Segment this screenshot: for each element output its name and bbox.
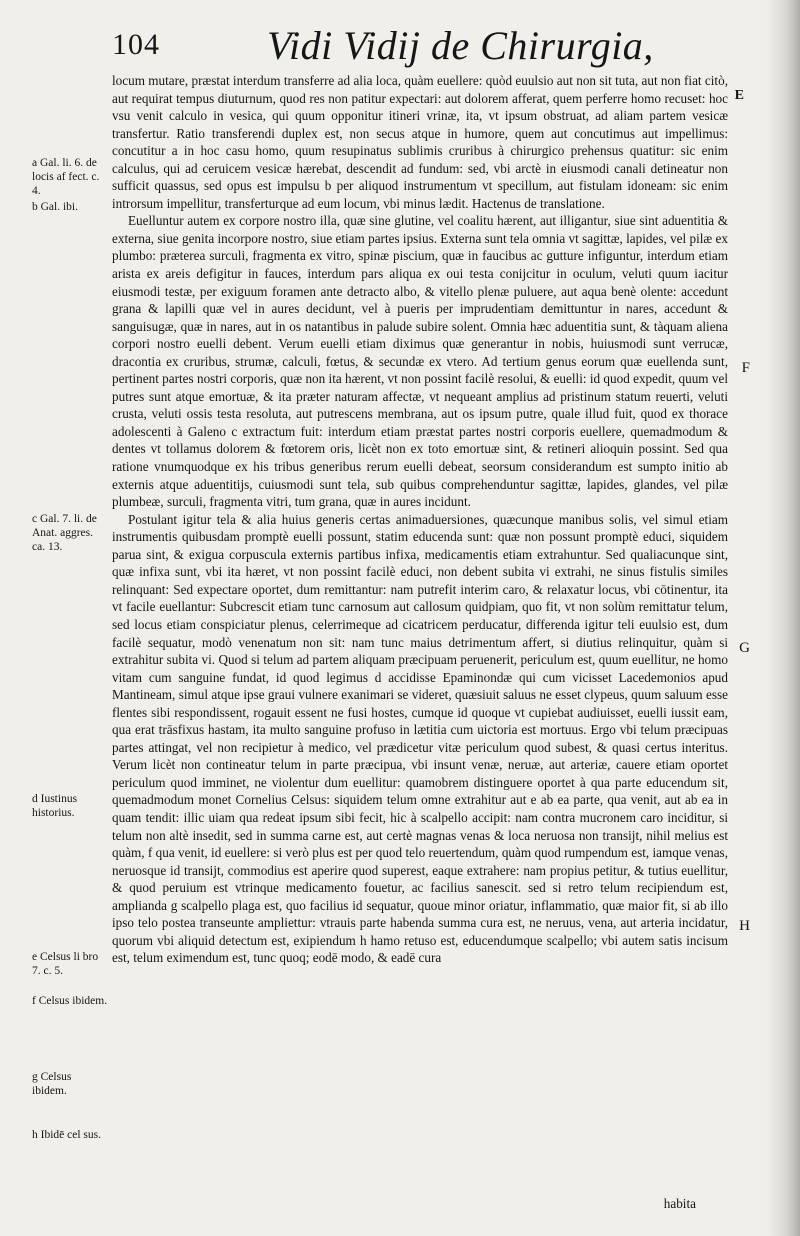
paragraph-weapons: Postulant igitur tela & alia huius generis certas animaduersiones, quæcunque manibus solis, vel simul etiam instrumentis quibusdam promptè euelli possunt, statim educenda sunt: quæ non possunt promptè educi, siquidem parua sint, & exigua corpuscula externis partibus infixa, medicamentis etiam extrahuntur. Sed qualiacunque sint, quæ infixa sunt, vbi ita hæret, vt non possint facilè educi, non debent subita vi extrahi, ne sinus fistulis similes relinquant: Sed expectare oportet, dum remittantur: nam putrefit interim caro, & relaxatur locus, vbi cōtinentur, ita vt facile euellantur: Subcrescit etiam tunc carnosum aut callosum quidpiam, quo fit, vt non solùm remittatur telum, sed locus etiam conspiciatur plenus, celerrimeque ad cicatricem perducatur, differenda igitur teli euulsio est, dum facilè sequatur, modò venenatum non sit: nam tunc maius detrimentum affert, si diutius relinquitur, quàm si extrahitur subita vi. Quod si telum ad partem aliquam præcipuam peruenerit, periculum est, quum euellitur, ne homo vitam cum sanguine fundat, id quod legimus d accidisse Epaminondæ qui cum vicisset Lacedemonios apud Mantineam, simul atque ipse graui vulnere exanimari se videret, quæsiuit saluus ne esset clypeus, quum saluum esse flentes sibi respondissent, rogauit essent ne fusi hostes, cumque id quoque vt cupiebat audiuisset, euelli iussit eam, qua erat trāsfixus hastam, ita multo sanguine profuso in lætitia cum uictoria est mortuus. Ergo vbi telum præcipuas partes attingat, vel non recipietur à medico, vel prædicetur vitæ periculum quod subest, & quasi certus interitus. Verum licèt non contineatur telum in parte præcipua, vbi insunt venæ, neruæ, aut arteriæ, cauere etiam oportet periculum quod imminet, ne violentur dum euellitur: quamobrem distinguere oportet à qua parte educendum sit, quemadmodum monet Cornelius Celsus: siquidem telum omne extrahitur aut e ab ea parte, qua venit, aut ab ea in quam tendit: illic uiam qua redeat ipsum sibi fecit, hic à scalpello accipit: nam contra mucronem caro inciditur, si telum non altè insedit, sed in summa carne est, aut certè magnas venas & loca neruosa non transijt, nihil melius est quàm, f qua venit, id euellere: si verò plus est per quod telo reuertendum, quàm quod rumpendum est, iamque venas, neruosque id transijt, commodius est aperire quod superest, eaque extrahere: nam propius petitur, & tutius euellitur, & quod peruium est vtrinque medicamento fouetur, ac facilius sanescit. sed si retro telum recipiendum est, amplianda g scalpello plaga est, quo facilius id sequatur, quoue minor oriatur, inflammatio, quæ maior fit, si ab illo ipso telo postea transeunte ampliettur: vtrauis parte habenda summa cura est, ne neruus, vena, aut arteria incidatur, quorum vbi aliquid detectum est, exipiendum h hamo retuso est, educendumque scalpello; vbi autem satis incisum est, telum eximendum est, tunc quoq; eodē modo, & eadē cura <box>112 511 728 966</box>
margin-note-galen-ibidem: b Gal. ibi. <box>32 201 78 213</box>
paragraph-translation: locum mutare, præstat interdum transferre ad alia loca, quàm euellere: quòd euulsio aut non sit tuta, aut non fiat citò, aut requirat tempus diuturnum, quod res non patitur expectari: aut dolorem afferat, quem perferre homo recuset: hoc vsu venit calculo in vesica, qui quum opponitur itineri vrinæ, ita, vt ipsum obstruat, ad aliam partem vesicæ transfertur. Ratio transferendi duplex est, non secus atque in humore, quem aut concutimus aut impellimus: concutitur a in hoc casu homo, quum resupinatus sublimis cruribus à chirurgico prehensus quatitur: sic enim calculus, qui ad ceruicem vesicæ hærebat, descendit ad fundum: sed, vbi arctè in eiusmodi canali detineatur non sufficit quassus, sed opus est impulsu b per aliquod instrumentum vt specillum, aut fistulam idoneam: sic enim introrsum impellitur, transferturque ad eum locum, vbi minus lædit. Hactenus de translatione. <box>112 73 728 211</box>
margin-note-galen-anatomia: c Gal. 7. li. de Anat. aggres. ca. 13. <box>32 513 97 553</box>
page-header <box>112 22 760 74</box>
page-number: 104 <box>112 28 160 61</box>
page-gutter-shadow <box>766 0 800 1236</box>
section-letter-f: F <box>741 360 750 376</box>
margin-note-celsus-ibidem-f: f Celsus ibidem. <box>32 995 108 1007</box>
catchword: habita <box>663 1196 696 1211</box>
margin-mark: E <box>734 88 744 103</box>
section-letter-h: H <box>739 918 750 934</box>
margin-note-celsus-ibidem-g: g Celsus ibidem. <box>32 1071 72 1097</box>
section-letter-g: G <box>739 640 750 656</box>
margin-note-galen-locis: a Gal. li. 6. de locis af fect. c. 4. <box>32 157 100 197</box>
margin-note-celsus-ibide: h Ibidē cel sus. <box>32 1129 101 1141</box>
margin-note-celsus-libro: e Celsus li bro 7. c. 5. <box>32 951 99 977</box>
body-text <box>112 72 728 967</box>
margin-note-iustinus: d Iustinus historius. <box>32 793 78 819</box>
running-title: Vidi Vidij de Chirurgia, <box>267 23 654 68</box>
paragraph-extraction: Euelluntur autem ex corpore nostro illa, quæ sine glutine, vel coalitu hærent, aut illigantur, siue sint aduentitia & externa, siue genita incorpore nostro, siue etiam partes ipsius. Externa sunt tela omnia vt sagittæ, lapides, vel pilæ ex plumbo: præterea surculi, fragmenta ex vitro, spinæ piscium, quæ in faucibus ac gutture infiguntur, interdum etiam arista ex areis defigitur in fauces, interdum pars aliqua ex oui testa conijcitur in oculum, veluti quum iacitur eiusmodi testæ, per exiguum foramen ante detracto albo, & vitello plenæ puluere, aut aqua benè olente: accedunt grana & lapilli quæ vel in aures decidunt, vel à pueris per imprudentiam demittuntur in nares, accedunt & sanguisugæ, quæ in nares, aut in os natantibus in palude subire solent. Omnia hæc aduentitia sunt, & tàquam aliena corpori nostro euelli debent. Verum euelli etiam diximus quæ generantur in nobis, huiusmodi sunt verrucæ, dracontia ex cruribus, strumæ, calculi, fœtus, & secundæ ex vtero. Ad tertium genus eorum quæ euellenda sunt, pertinent partes nostri corporis, quæ non ita hærent, vt non possint facilè resolui, & euelli: id quod expedit, quum vel putres sunt atque emortuæ, & ita præter naturam affectæ, vt nequeant amplius ad pristinum statum reuerti, veluti crusta, veluti ossis testa resoluta, aut putrescens membrana, aut os ipsum putre, quale illud fuit, quod ex thorace adolescenti à Galeno c extractum fuit: interdum etiam præstat partes nostri corporis euellere, quemadmodum & dentes vt tollamus dolorem & fœtorem oris, licèt non ex toto emortuæ sint, & retineri alioquin possint. Sed qua ratione vnumquodque ex his tribus generibus rerum euelli debeat, seorsum considerandum est sumpto initio ab externis atque aduentitijs, cuiusmodi sunt tela, sub quibus comprehenduntur sagittæ, lapides, glandes, vel pilæ plumbeæ, surculi, fragmenta vitri, tum grana, quæ in aures incidunt. <box>112 213 728 510</box>
